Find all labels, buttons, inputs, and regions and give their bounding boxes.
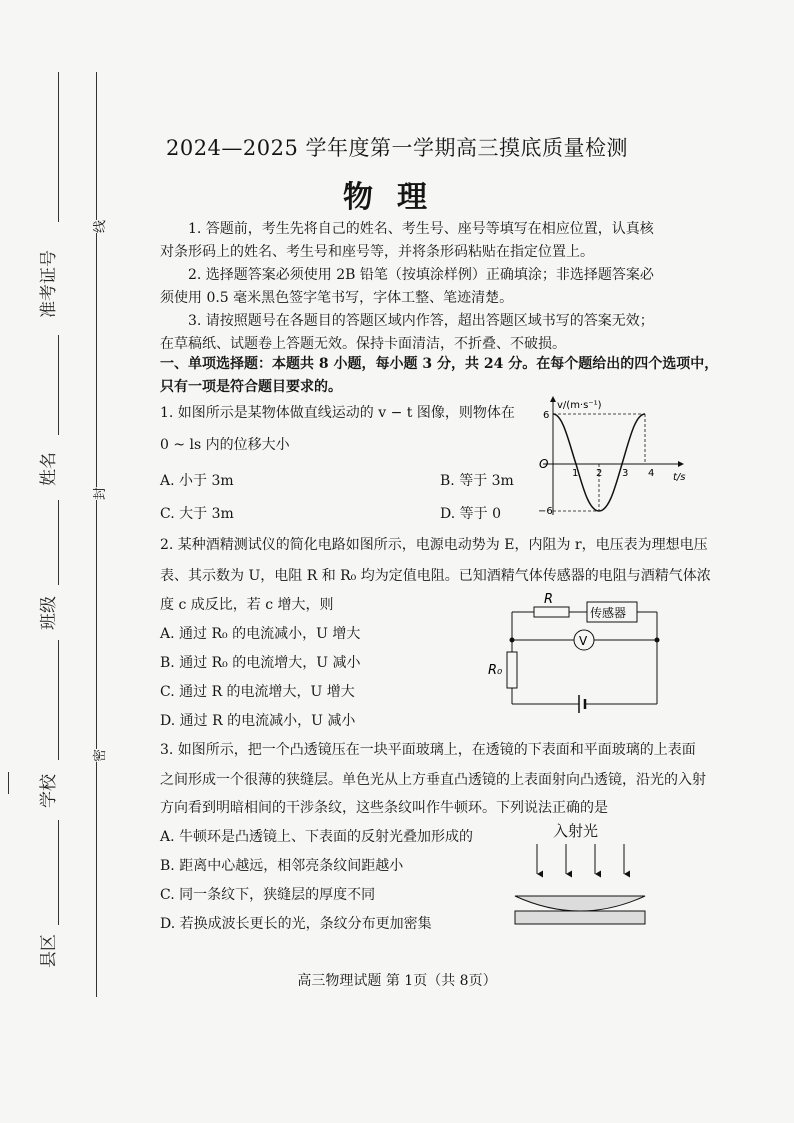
county-field[interactable] <box>58 820 59 925</box>
x-tick-2: 2 <box>596 468 603 479</box>
q1-stem-line2: 0 ~ ls 内的位移大小 <box>160 437 290 453</box>
school-label: 学校 <box>39 774 59 808</box>
q3-option-d[interactable]: D. 若换成波长更长的光，条纹分布更加密集 <box>160 916 432 932</box>
admission-number-label: 准考证号 <box>39 250 59 318</box>
q2-option-c[interactable]: C. 通过 R 的电流增大，U 增大 <box>160 684 355 700</box>
seal-mark-feng: 封 <box>89 487 108 500</box>
margin-tick <box>8 772 9 794</box>
school-field[interactable] <box>58 640 59 760</box>
x-tick-4: 4 <box>648 468 655 479</box>
q3-option-a[interactable]: A. 牛顿环是凸透镜上、下表面的反射光叠加形成的 <box>160 829 474 845</box>
incident-light-label: 入射光 <box>553 822 599 840</box>
q2-option-b[interactable]: B. 通过 R₀ 的电流增大，U 减小 <box>160 655 361 671</box>
resistor-r0 <box>507 652 517 688</box>
glass-plate <box>515 911 645 924</box>
sensor-label: 传感器 <box>590 606 627 620</box>
q2-stem-line2: 表、其示数为 U，电阻 R 和 R₀ 均为定值电阻。已知酒精气体传感器的电阻与酒精气体浓 <box>160 568 711 584</box>
resistor-r-label: R <box>544 592 554 607</box>
seal-mark-mi: 密 <box>89 749 108 762</box>
q3-option-c[interactable]: C. 同一条纹下，狭缝层的厚度不同 <box>160 887 376 903</box>
seal-mark-xian: 线 <box>89 220 108 233</box>
page-footer: 高三物理试题 第 1页（共 8页） <box>297 973 497 989</box>
instruction-3: 3. 请按照题号在各题目的答题区域内作答，超出答题区域书写的答案无效；在草稿纸、试题卷上答题无效。保持卡面清洁，不折叠、不破损。 <box>160 313 654 352</box>
resistor-r <box>534 607 569 617</box>
name-field[interactable] <box>58 335 59 435</box>
q3-option-b[interactable]: B. 距离中心越远，相邻亮条纹间距越小 <box>160 858 404 874</box>
instruction-2: 2. 选择题答案必须使用 2B 铅笔（按填涂样例）正确填涂；非选择题答案必须使用 0.5 毫米黑色签字笔书写，字体工整、笔迹清楚。 <box>160 267 654 306</box>
convex-lens <box>515 896 645 911</box>
y-tick-neg6: −6 <box>538 506 553 517</box>
class-label: 班级 <box>39 596 59 630</box>
y-tick-6: 6 <box>543 410 550 421</box>
q2-option-a[interactable]: A. 通过 R₀ 的电流减小，U 增大 <box>160 626 361 642</box>
x-tick-1: 1 <box>572 468 579 479</box>
x-tick-3: 3 <box>622 468 629 479</box>
section-heading-line2: 只有一项是符合题目要求的。 <box>160 379 342 395</box>
q1-option-b[interactable]: B. 等于 3m <box>440 473 514 489</box>
q3-stem-line1: 3. 如图所示，把一个凸透镜压在一块平面玻璃上，在透镜的下表面和平面玻璃的上表面 <box>160 742 696 758</box>
q2-circuit-diagram <box>484 592 669 717</box>
q1-option-a[interactable]: A. 小于 3m <box>160 473 234 489</box>
section-heading-line1: 一、单项选择题：本题共 8 小题，每小题 3 分，共 24 分。在每个题给出的四个选项中， <box>160 356 719 372</box>
origin-label: O <box>539 457 549 471</box>
q3-stem-line3: 方向看到明暗相间的干涉条纹，这些条纹叫作牛顿环。下列说法正确的是 <box>160 800 608 816</box>
voltmeter-label: V <box>579 634 588 648</box>
q3-newton-ring-figure <box>510 840 650 930</box>
q1-option-d[interactable]: D. 等于 0 <box>440 506 501 522</box>
subject-title: 物理 <box>343 180 451 215</box>
q2-stem-line1: 2. 某种酒精测试仪的简化电路如图所示，电源电动势为 E，内阻为 r，电压表为理想电压 <box>160 537 708 553</box>
class-field[interactable] <box>58 500 59 585</box>
q2-stem-line3: 度 c 成反比，若 c 增大，则 <box>160 597 334 613</box>
exam-title: 2024—2025 学年度第一学期高三摸底质量检测 <box>165 136 629 160</box>
q3-stem-line2: 之间形成一个很薄的狭缝层。单色光从上方垂直凸透镜的上表面射向凸透镜，沿光的入射 <box>160 772 706 788</box>
q1-vt-graph <box>533 393 689 523</box>
y-axis-label: v/(m·s⁻¹) <box>557 400 602 411</box>
county-label: 县区 <box>39 934 59 968</box>
instruction-1: 1. 答题前，考生先将自己的姓名、考生号、座号等填写在相应位置，认真核对条形码上的姓名、考生号和座号等，并将条形码粘贴在指定位置上。 <box>160 221 654 260</box>
q1-stem-line1: 1. 如图所示是某物体做直线运动的 v − t 图像，则物体在 <box>160 405 515 421</box>
q1-option-c[interactable]: C. 大于 3m <box>160 506 234 522</box>
x-axis-label: t/s <box>673 472 686 483</box>
resistor-r0-label: R₀ <box>488 663 503 678</box>
q2-option-d[interactable]: D. 通过 R 的电流减小，U 减小 <box>160 713 356 729</box>
name-label: 姓名 <box>39 452 59 486</box>
